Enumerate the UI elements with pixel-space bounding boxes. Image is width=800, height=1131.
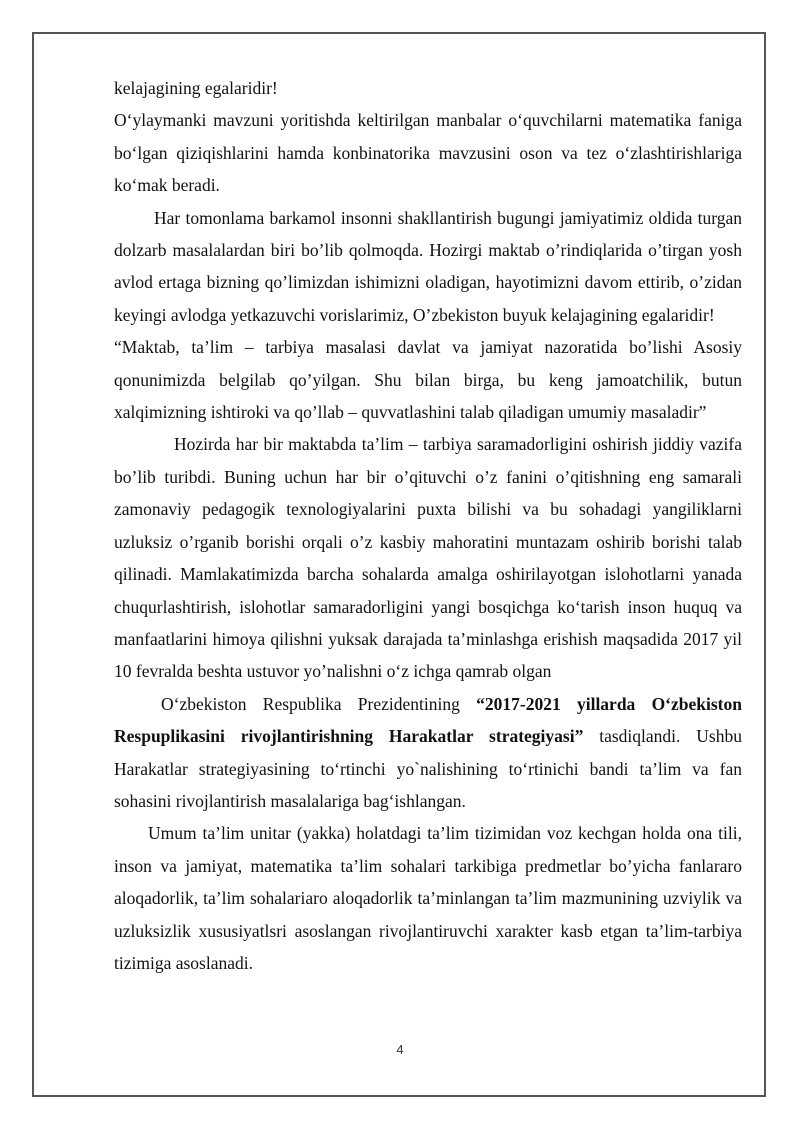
paragraph-6	[114, 688, 742, 818]
paragraph-4-quote: “Maktab, ta’lim – tarbiya masalasi davlat va jamiyat nazoratida bo’lishi Asosiy qonunimizda belgilab qo’yilgan. Shu bilan birga, bu keng jamoatchilik, butun xalqimizning ishtiroki va qo’llab – quvvatlashini talab qiladigan umumiy masaladir”	[114, 337, 742, 423]
paragraph-3: Har tomonlama barkamol insonni shakllantirish bugungi jamiyatimiz oldida turgan dolzarb masalalardan biri bo’lib qolmoqda. Hozirgi maktab o’rindiqlarida o’tirgan yosh avlod ertaga bizning qo’limizdan ishimizni oladigan, hayotimizni davom ettirib, o’zidan keyingi avlodga yetkazuvchi vorislarimiz, O’zbekiston buyuk kelajagining egalaridir!	[114, 207, 742, 325]
paragraph-7: Umum ta’lim unitar (yakka) holatdagi ta’lim tizimidan voz kechgan holda ona tili, inson va jamiyat, matematika ta’lim sohalari tarkibiga predmetlar bo’yicha fanlararo aloqadorlik, ta’lim sohalariaro aloqadorlik ta’minlangan ta’lim mazmunining uzviylik va uzluksizlik xususiyatlsri asoslangan rivojlantiruvchi xarakter kasb etgan ta’lim-tarbiya tizimiga asoslanadi.	[114, 823, 742, 973]
paragraph-1: kelajagining egalaridir!	[114, 78, 278, 98]
paragraph-5: Hozirda har bir maktabda ta’lim – tarbiya saramadorligini oshirish jiddiy vazifa bo’lib turibdi. Buning uchun har bir o’qituvchi o’z fanini o’qitishning eng samarali zamonaviy pedagogik texnologiyalarini puxta bilishi va bu sohadagi yangiliklarni uzluksiz o’rganib borishi orqali o’z kasbiy mahoratini muntazam oshirib borishi talab qilinadi. Mamlakatimizda barcha sohalarda amalga oshirilayotgan islohotlarni yanada chuqurlashtirish, islohotlar samaradorligini yangi bosqichga ko‘tarish inson huquq va manfaatlarini himoya qilishni yuksak darajada ta’minlashga erishish maqsadida 2017 yil 10 fevralda beshta ustuvor yo’nalishni o‘z ichga qamrab olgan	[114, 434, 742, 682]
page-number: 4	[396, 1042, 404, 1057]
document-body	[114, 72, 742, 979]
paragraph-6-end: tasdiqlandi. Ushbu Harakatlar strategiyasining to‘rtinchi yo`nalishining to‘rtinichi bandi ta’lim va fan sohasini rivojlantirish masalalariga bag‘ishlangan.	[114, 726, 742, 811]
paragraph-2: O‘ylaymanki mavzuni yoritishda keltirilgan manbalar o‘quvchilarni matematika faniga bo‘lgan qiziqishlarini hamda konbinatorika mavzusini oson va tez o‘zlashtirishlariga ko‘mak beradi.	[114, 110, 742, 196]
paragraph-6-start: O‘zbekiston Respublika Prezidentining	[161, 693, 477, 714]
strategy-title: “2017-2021 yillarda O‘zbekiston Respuplikasini rivojlantirishning Harakatlar strategiyasi”	[114, 693, 742, 747]
